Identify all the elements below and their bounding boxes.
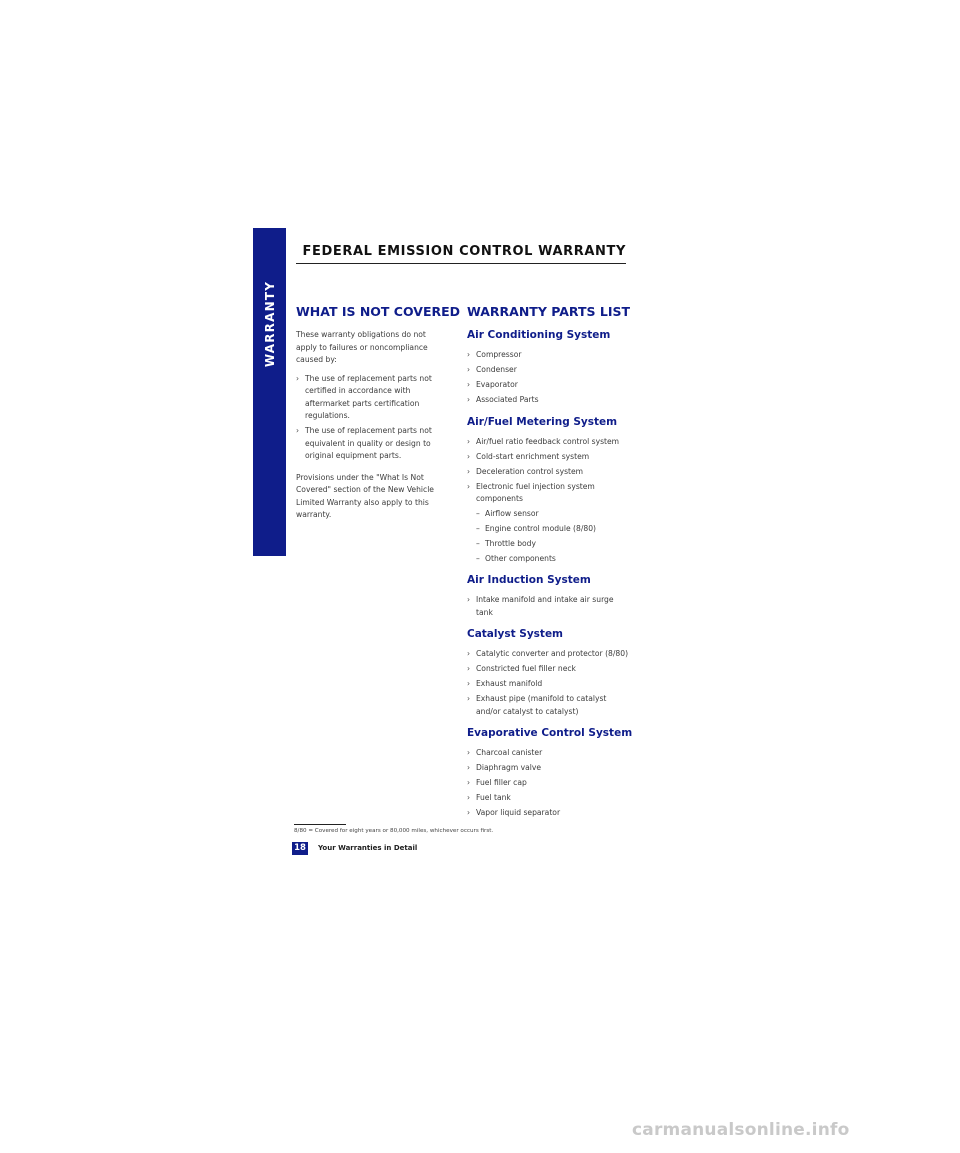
sub-list-item <box>476 523 629 536</box>
list-item-text: Air/fuel ratio feedback control system <box>476 436 620 446</box>
chevron-right-icon: › <box>467 679 471 688</box>
list-item-text: Catalytic converter and protector (8/80) <box>476 649 629 658</box>
list-item <box>467 777 629 790</box>
list-item <box>467 364 629 377</box>
list-item <box>467 394 629 407</box>
list-item <box>467 762 629 775</box>
list-item <box>467 807 629 820</box>
side-tab <box>253 228 286 556</box>
list-item-text: Cold-start enrichment system <box>476 451 590 461</box>
list-item-text: Associated Parts <box>476 395 539 404</box>
list-item-text: Electronic fuel injection system components <box>476 481 595 503</box>
footnote-divider <box>294 824 346 825</box>
chevron-right-icon: › <box>467 380 471 389</box>
chevron-right-icon: › <box>467 763 471 772</box>
dash-icon: – <box>476 553 480 563</box>
parts-list <box>467 349 629 407</box>
sub-list-item <box>476 553 629 566</box>
parts-list <box>467 747 629 820</box>
list-item <box>296 373 446 423</box>
list-item-text: Exhaust manifold <box>476 679 543 688</box>
list-item-text: Fuel filler cap <box>476 778 527 787</box>
list-item-text: Evaporator <box>476 380 518 389</box>
list-item-text: Exhaust pipe (manifold to catalyst and/or catalyst to catalyst) <box>476 694 607 716</box>
chevron-right-icon: › <box>467 748 471 757</box>
side-tab-label: WARRANTY <box>262 280 277 368</box>
outro-paragraph: Provisions under the "What Is Not Covered" section of the New Vehicle Limited Warranty also apply to this warranty. <box>296 472 434 519</box>
chevron-right-icon: › <box>467 694 471 703</box>
parts-list <box>467 648 629 718</box>
dash-icon: – <box>476 508 480 518</box>
intro-paragraph: These warranty obligations do not apply to failures or noncompliance caused by: <box>296 330 428 364</box>
list-item <box>467 379 629 392</box>
footer-title: Your Warranties in Detail <box>318 844 418 852</box>
parts-list <box>467 436 629 566</box>
list-item <box>467 349 629 362</box>
list-item-text: Fuel tank <box>476 793 511 802</box>
list-item-text: Deceleration control system <box>476 466 584 476</box>
list-item-text: Condenser <box>476 365 517 374</box>
chevron-right-icon: › <box>467 395 471 404</box>
list-item <box>467 663 629 676</box>
group-title: Evaporative Control System <box>467 727 633 739</box>
left-column <box>296 304 461 528</box>
list-item <box>467 648 629 661</box>
chevron-right-icon: › <box>467 595 471 604</box>
footnote: 8/80 = Covered for eight years or 80,000 miles, whichever occurs first. <box>294 828 494 834</box>
list-item <box>467 436 629 449</box>
chevron-right-icon: › <box>467 365 471 374</box>
chevron-right-icon: › <box>296 373 300 383</box>
dash-icon: – <box>476 523 480 533</box>
chevron-right-icon: › <box>467 436 471 446</box>
sub-list-item-text: Other components <box>485 553 556 563</box>
chevron-right-icon: › <box>467 778 471 787</box>
list-item-text: Intake manifold and intake air surge tank <box>476 595 614 617</box>
list-item <box>296 425 446 463</box>
group-title: Catalyst System <box>467 628 564 640</box>
list-item-text: Vapor liquid separator <box>476 808 561 817</box>
chevron-right-icon: › <box>467 793 471 802</box>
list-item-text: Compressor <box>476 350 522 359</box>
chevron-right-icon: › <box>467 481 471 491</box>
right-column <box>467 304 633 829</box>
list-item-text: The use of replacement parts not certified in accordance with aftermarket parts certification regulations. <box>305 373 432 420</box>
sub-list-item <box>476 508 629 521</box>
list-item-text: Diaphragm valve <box>476 763 542 772</box>
list-item <box>467 792 629 805</box>
page-title: FEDERAL EMISSION CONTROL WARRANTY <box>296 244 626 264</box>
list-item-text: Charcoal canister <box>476 748 543 757</box>
group-title: Air Conditioning System <box>467 329 611 341</box>
watermark: carmanualsonline.info <box>632 1120 850 1140</box>
group-title: Air/Fuel Metering System <box>467 415 618 428</box>
chevron-right-icon: › <box>467 350 471 359</box>
chevron-right-icon: › <box>467 808 471 817</box>
chevron-right-icon: › <box>467 451 471 461</box>
list-item <box>467 466 629 479</box>
list-item <box>467 678 629 691</box>
list-item <box>467 594 629 619</box>
sub-list-item-text: Throttle body <box>485 538 536 548</box>
section-title-parts-list: WARRANTY PARTS LIST <box>467 304 630 319</box>
dash-icon: – <box>476 538 480 548</box>
exclusion-list <box>296 373 446 463</box>
list-item-text: The use of replacement parts not equivalent in quality or design to original equipment parts. <box>305 426 432 460</box>
sub-list-item-text: Engine control module (8/80) <box>485 523 597 533</box>
list-item-text: Constricted fuel filler neck <box>476 664 576 673</box>
sub-list-item-text: Airflow sensor <box>485 508 539 518</box>
sub-list-item <box>476 538 629 551</box>
parts-list <box>467 594 629 619</box>
page-number-badge: 18 <box>292 842 308 855</box>
chevron-right-icon: › <box>467 466 471 476</box>
section-title-not-covered: WHAT IS NOT COVERED <box>296 304 461 319</box>
sub-list <box>476 508 629 566</box>
chevron-right-icon: › <box>296 426 300 435</box>
list-item <box>467 747 629 760</box>
list-item <box>467 451 629 464</box>
group-title: Air Induction System <box>467 574 591 586</box>
chevron-right-icon: › <box>467 649 471 658</box>
list-item <box>467 693 629 718</box>
list-item <box>467 481 629 566</box>
chevron-right-icon: › <box>467 664 471 673</box>
